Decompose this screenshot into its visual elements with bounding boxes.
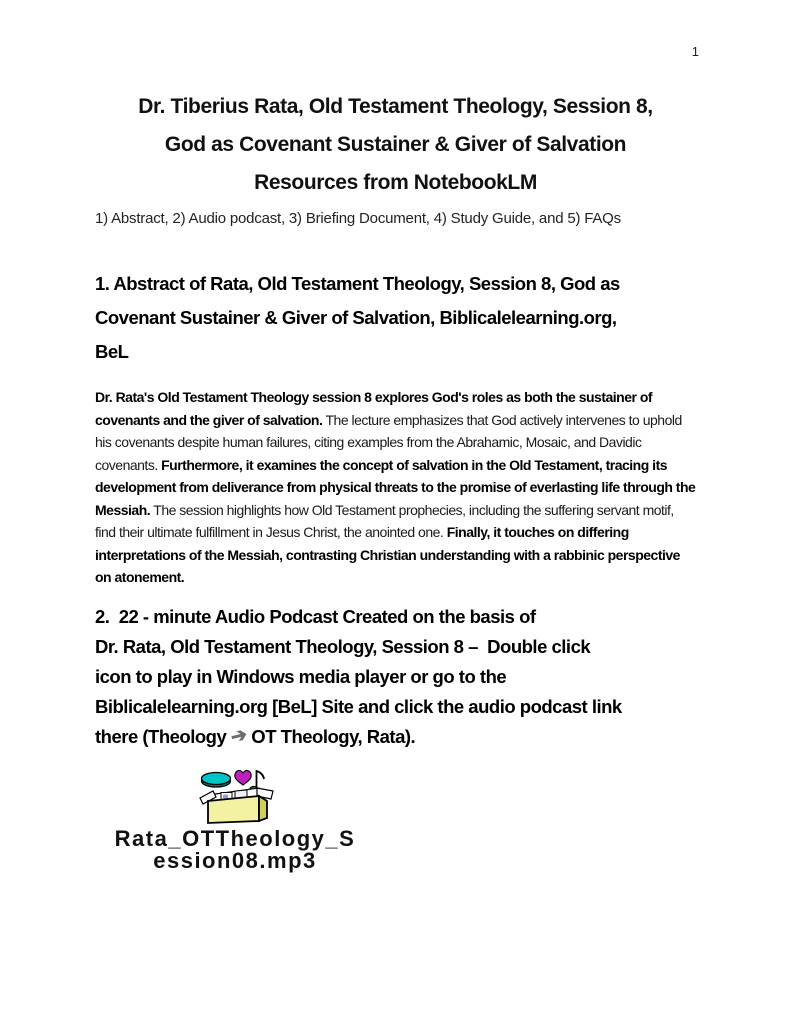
bold-text-run: Furthermore, it examines the concept of salvation in the Old Testament, tracing its development from deliverance from physical threats to the promise of everlasting life through the Messiah. (95, 456, 696, 518)
section-1-heading-line: Covenant Sustainer & Giver of Salvation, Biblicalelearning.org, (95, 307, 617, 328)
card-mark (223, 794, 228, 798)
box-front (208, 796, 259, 823)
box-side (259, 796, 267, 821)
media-clip-icon (195, 766, 275, 826)
section-2-heading (95, 602, 696, 752)
bold-text-run: Dr. Rata's Old Testament Theology session 8 explores God's roles as both the sustainer of covenants and the giver of salvation. (95, 389, 653, 428)
right-arrow-icon: ➔ (228, 722, 249, 749)
section-2-heading-line: icon to play in Windows media player or go to the (95, 665, 507, 687)
section-2-heading-line: Dr. Rata, Old Testament Theology, Session 8 – Double click (95, 635, 591, 657)
section-2-heading-line: there (Theology ➔ OT Theology, Rata). (95, 722, 696, 752)
document-title-line: Dr. Tiberius Rata, Old Testament Theology, Session 8, (138, 95, 653, 118)
section-1-heading (95, 267, 696, 369)
text-run: The lecture emphasizes that God actively intervenes to uphold his covenants despite human failures, citing examples from the Abrahamic, Mosaic, and Davidic covenants. (95, 411, 682, 473)
document-title (95, 88, 696, 202)
document-title-line: Resources from NotebookLM (254, 171, 537, 194)
page-number: 1 (691, 44, 699, 59)
document-title-line: God as Covenant Sustainer & Giver of Salvation (164, 133, 627, 156)
audio-file-name-line: Rata_OTTheology_S (114, 825, 356, 851)
magenta-heart-icon (235, 770, 251, 785)
audio-file-object[interactable] (95, 766, 375, 872)
section-2-heading-line: 2. 22 - minute Audio Podcast Created on the basis of (95, 605, 536, 627)
abstract-paragraph (95, 386, 696, 589)
audio-file-name (114, 825, 356, 873)
section-2-heading-line: Biblicalelearning.org [BeL] Site and click the audio podcast link (95, 695, 622, 717)
resource-list-line: 1) Abstract, 2) Audio podcast, 3) Briefing Document, 4) Study Guide, and 5) FAQs (95, 210, 621, 227)
text-run: The session highlights how Old Testament prophecies, including the suffering servant motif, find their ultimate fulfillment in Jesus Christ, the anointed one. (95, 501, 674, 540)
section-1-heading-line: BeL (95, 341, 129, 362)
audio-file-name-line: ession08.mp3 (153, 847, 317, 873)
bold-text-run: Finally, it touches on differing interpretations of the Messiah, contrasting Christian understanding with a rabbinic perspective on atonement. (95, 524, 680, 585)
teal-disc-icon (202, 772, 231, 787)
section-1-heading-line: 1. Abstract of Rata, Old Testament Theology, Session 8, God as (95, 273, 620, 294)
